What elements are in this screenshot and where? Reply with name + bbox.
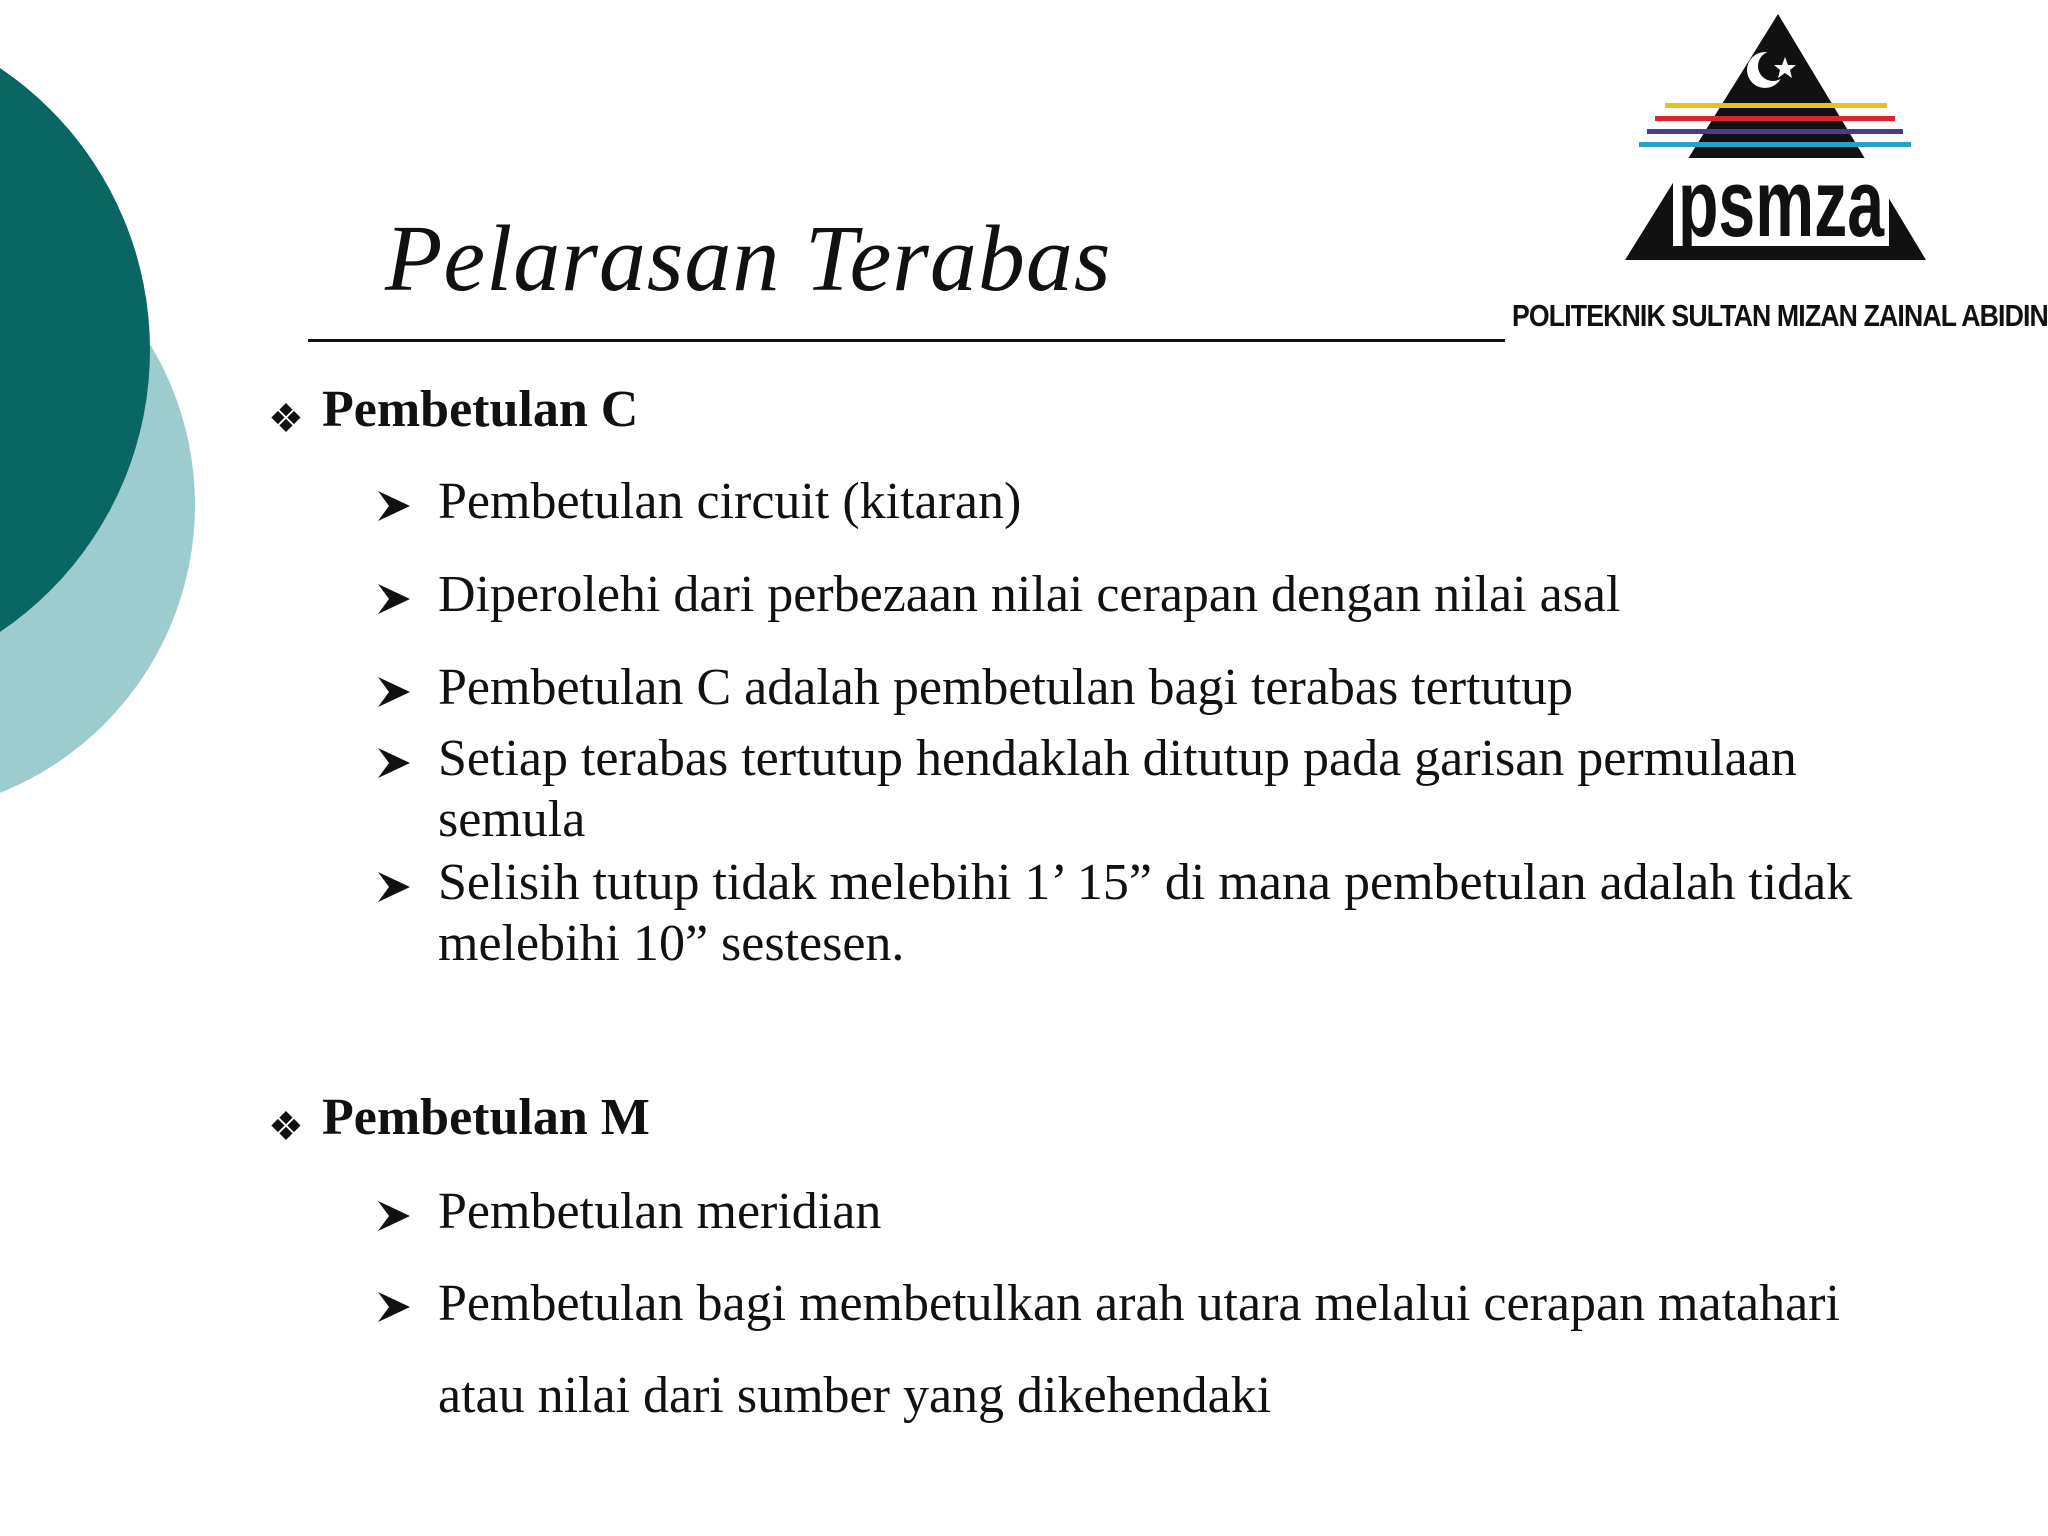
diamond-bullet-icon: ❖ xyxy=(268,1103,304,1149)
logo-caption: POLITEKNIK SULTAN MIZAN ZAINAL ABIDIN xyxy=(1512,298,2048,333)
arrow-bullet-icon xyxy=(376,675,412,709)
list-item: Pembetulan circuit (kitaran) xyxy=(370,471,1910,532)
slide-title: Pelarasan Terabas xyxy=(385,207,1112,311)
list-item: Pembetulan C adalah pembetulan bagi terabas tertutup xyxy=(370,657,1910,718)
section-heading-c: ❖ Pembetulan C xyxy=(268,381,639,441)
section-heading-m: ❖ Pembetulan M xyxy=(268,1089,650,1149)
arrow-bullet-icon xyxy=(376,1199,412,1233)
list-item: Pembetulan meridian xyxy=(370,1181,1910,1242)
arrow-bullet-icon xyxy=(376,1290,412,1324)
logo-wordmark: psmza xyxy=(1678,150,1885,257)
arrow-bullet-icon xyxy=(376,582,412,616)
arrow-bullet-icon xyxy=(376,489,412,523)
list-item: Selisih tutup tidak melebihi 1’ 15” di mana pembetulan adalah tidak melebihi 10” sestesen. xyxy=(370,852,1910,974)
diamond-bullet-icon: ❖ xyxy=(268,395,304,441)
list-item: Pembetulan bagi membetulkan arah utara melalui cerapan matahari atau nilai dari sumber yang dikehendaki xyxy=(370,1258,1910,1442)
decorative-circles xyxy=(0,0,260,820)
arrow-bullet-icon xyxy=(376,746,412,780)
list-item: Diperolehi dari perbezaan nilai cerapan dengan nilai asal xyxy=(370,564,1910,625)
psmza-logo xyxy=(1505,8,2048,348)
title-underline xyxy=(308,339,1505,342)
arrow-bullet-icon xyxy=(376,870,412,904)
list-item: Setiap terabas tertutup hendaklah ditutup pada garisan permulaan semula xyxy=(370,728,1910,850)
